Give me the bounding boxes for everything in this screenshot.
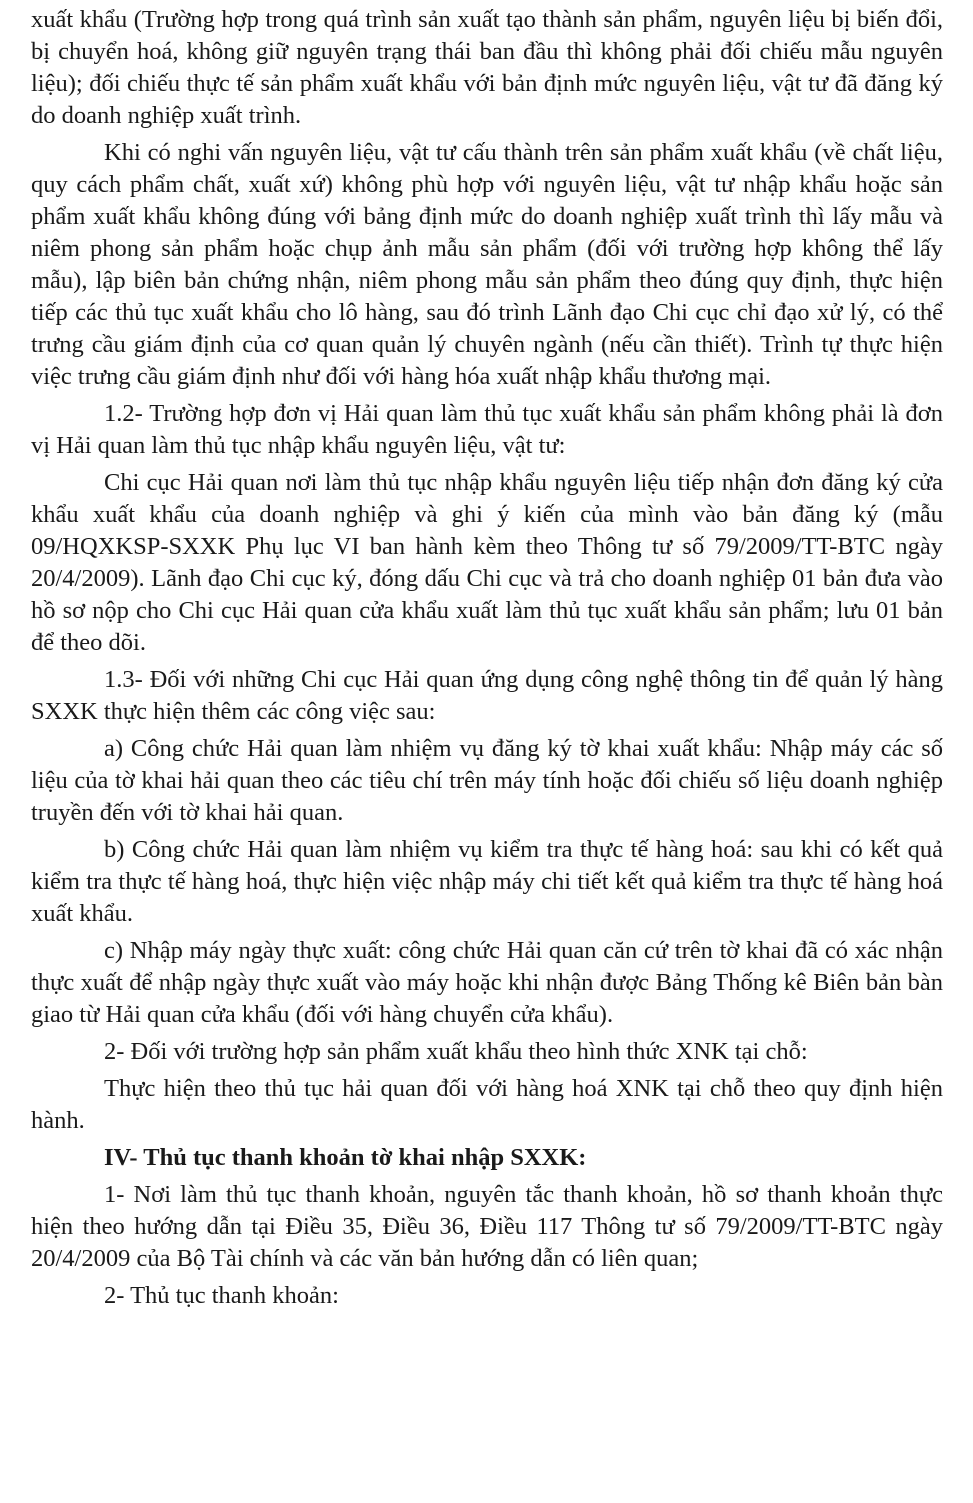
paragraph-item-b: b) Công chức Hải quan làm nhiệm vụ kiểm tra thực tế hàng hoá: sau khi có kết quả kiểm tra thực tế hàng hoá, thực hiện việc nhập máy chi tiết kết quả kiểm tra thực tế hàng hoá xuất khẩu.	[31, 836, 943, 927]
paragraph-iv-2: 2- Thủ tục thanh khoản:	[104, 1282, 339, 1309]
paragraph-1-2-heading: 1.2- Trường hợp đơn vị Hải quan làm thủ tục xuất khẩu sản phẩm không phải là đơn vị Hải quan làm thủ tục nhập khẩu nguyên liệu, vật tư:	[31, 400, 943, 459]
paragraph-section-2-body: Thực hiện theo thủ tục hải quan đối với hàng hoá XNK tại chỗ theo quy định hiện hành.	[31, 1075, 943, 1134]
paragraph-item-c: c) Nhập máy ngày thực xuất: công chức Hải quan căn cứ trên tờ khai đã có xác nhận thực xuất để nhập ngày thực xuất vào máy hoặc khi nhận được Bảng Thống kê Biên bản bàn giao từ Hải quan cửa khẩu (đối với hàng chuyển cửa khẩu).	[31, 937, 943, 1028]
paragraph-item-a: a) Công chức Hải quan làm nhiệm vụ đăng ký tờ khai xuất khẩu: Nhập máy các số liệu của tờ khai hải quan theo các tiêu chí trên máy tính hoặc đối chiếu số liệu doanh nghiệp truyền đến với tờ khai hải quan.	[31, 735, 943, 826]
paragraph-continuation: xuất khẩu (Trường hợp trong quá trình sản xuất tạo thành sản phẩm, nguyên liệu bị biến đổi, bị chuyển hoá, không giữ nguyên trạng thái ban đầu thì không phải đối chiếu mẫu nguyên liệu); đối chiếu thực tế sản phẩm xuất khẩu với bản định mức nguyên liệu, vật tư đã đăng ký do doanh nghiệp xuất trình.	[31, 6, 943, 129]
paragraph-sample-inspection: Khi có nghi vấn nguyên liệu, vật tư cấu thành trên sản phẩm xuất khẩu (về chất liệu, quy cách phẩm chất, xuất xứ) không phù hợp với nguyên liệu, vật tư nhập khẩu hoặc sản phẩm xuất khẩu không đúng với bảng định mức do doanh nghiệp xuất trình thì lấy mẫu và niêm phong sản phẩm hoặc chụp ảnh mẫu sản phẩm (đối với trường hợp không thể lấy mẫu), lập biên bản chứng nhận, niêm phong mẫu sản phẩm theo đúng quy định, thực hiện tiếp các thủ tục xuất khẩu cho lô hàng, sau đó trình Lãnh đạo Chi cục chỉ đạo xử lý, có thể trưng cầu giám định của cơ quan quản lý chuyên ngành (nếu cần thiết). Trình tự thực hiện việc trưng cầu giám định như đối với hàng hóa xuất nhập khẩu thương mại.	[31, 139, 943, 390]
paragraph-iv-1: 1- Nơi làm thủ tục thanh khoản, nguyên tắc thanh khoản, hồ sơ thanh khoản thực hiện theo hướng dẫn tại Điều 35, Điều 36, Điều 117 Thông tư số 79/2009/TT-BTC ngày 20/4/2009 của Bộ Tài chính và các văn bản hướng dẫn có liên quan;	[31, 1181, 943, 1272]
paragraph-section-2: 2- Đối với trường hợp sản phẩm xuất khẩu theo hình thức XNK tại chỗ:	[104, 1038, 808, 1065]
section-heading-iv: IV- Thủ tục thanh khoản tờ khai nhập SXXK:	[104, 1144, 587, 1171]
paragraph-1-3-heading: 1.3- Đối với những Chi cục Hải quan ứng dụng công nghệ thông tin để quản lý hàng SXXK thực hiện thêm các công việc sau:	[31, 666, 943, 725]
paragraph-registration: Chi cục Hải quan nơi làm thủ tục nhập khẩu nguyên liệu tiếp nhận đơn đăng ký cửa khẩu xuất khẩu của doanh nghiệp và ghi ý kiến của mình vào bản đăng ký (mẫu 09/HQXKSP-SXXK Phụ lục VI ban hành kèm theo Thông tư số 79/2009/TT-BTC ngày 20/4/2009). Lãnh đạo Chi cục ký, đóng dấu Chi cục và trả cho doanh nghiệp 01 bản đưa vào hồ sơ nộp cho Chi cục Hải quan cửa khẩu xuất làm thủ tục xuất khẩu sản phẩm; lưu 01 bản để theo dõi.	[31, 469, 943, 656]
